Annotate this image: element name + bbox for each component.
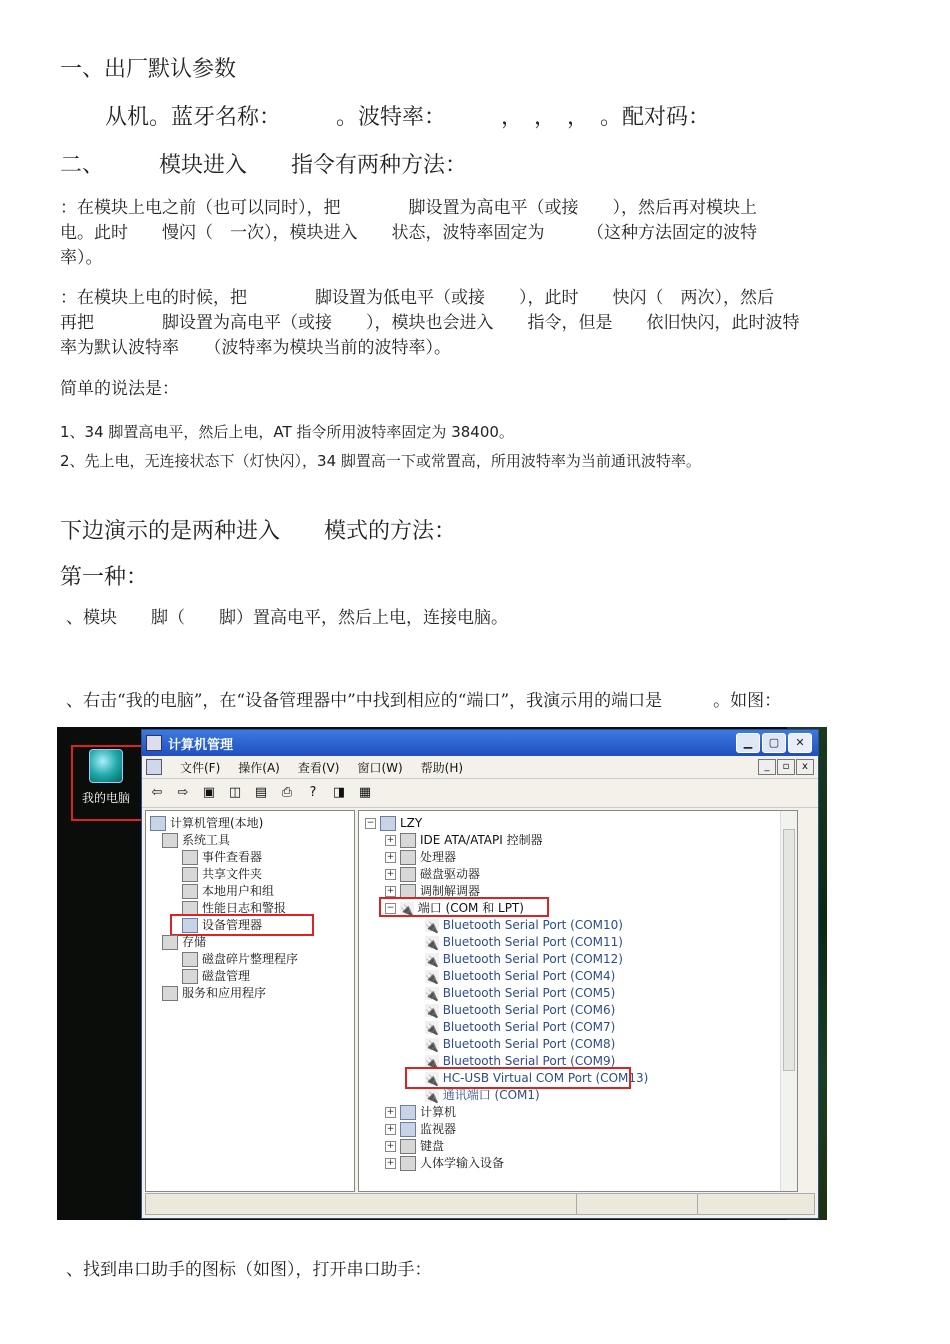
desktop-icon-label: 我的电脑 [81,791,130,805]
summary-item-2: 2、先上电，无连接状态下（灯快闪），34 脚置高一下或常置高，所用波特率为当前通讯波特率。 [60,452,701,470]
console-tree-pane [145,810,355,1192]
properties-icon[interactable]: ▤ [254,785,268,800]
tree-item-root[interactable]: 计算机管理(本地) [150,815,263,832]
tree-item-perf-logs[interactable]: 性能日志和警报 [182,900,286,917]
scan-hardware-icon[interactable]: ▦ [358,785,372,800]
port-item-hc-usb[interactable]: 🔌 HC-USB Virtual COM Port (COM13) [425,1071,649,1087]
print-icon[interactable]: ⎙ [281,785,293,800]
simple-summary-label: 简单的说法是： [60,379,179,399]
toolbar [142,779,818,808]
console-icon[interactable]: ◨ [332,785,346,800]
port-item[interactable]: 🔌 Bluetooth Serial Port (COM9) [425,1054,616,1070]
device-hid[interactable]: + 人体学输入设备 [386,1156,505,1170]
forward-arrow-icon[interactable]: ⇨ [177,785,189,800]
summary-item-1: 1、34 脚置高电平，然后上电，AT 指令所用波特率固定为 38400。 [60,423,514,441]
show-tree-icon[interactable]: ◫ [228,785,242,800]
mdi-close-button[interactable]: x [796,759,814,775]
highlight-my-computer [71,745,147,821]
port-item[interactable]: 🔌 Bluetooth Serial Port (COM4) [425,969,616,985]
device-processor[interactable]: + 处理器 [386,850,457,864]
section-2-title: 二、 模块进入 指令有两种方法： [60,153,468,178]
menu-bar [142,756,818,779]
minimize-button[interactable]: ▁ [736,733,760,753]
highlight-ports-group [379,897,549,917]
device-ide[interactable]: + IDE ATA/ATAPI 控制器 [386,833,543,847]
demo-heading: 下边演示的是两种进入 模式的方法： [60,519,457,544]
device-manager-screenshot [57,727,827,1220]
maximize-button[interactable]: ▢ [762,733,786,753]
up-folder-icon[interactable]: ▣ [202,785,216,800]
menu-view[interactable]: 查看(V) [297,760,340,775]
first-method-heading: 第一种： [60,565,149,590]
computer-management-window [141,729,819,1219]
port-item[interactable]: 🔌 Bluetooth Serial Port (COM6) [425,1003,616,1019]
tree-item-defrag[interactable]: 磁盘碎片整理程序 [182,951,298,968]
back-arrow-icon[interactable]: ⇦ [151,785,163,800]
menu-action[interactable]: 操作(A) [238,760,280,775]
section-1-title: 一、出厂默认参数 [60,57,237,82]
port-item[interactable]: 🔌 Bluetooth Serial Port (COM7) [425,1020,616,1036]
vertical-scrollbar[interactable] [780,811,797,1191]
tree-item-shared-folders[interactable]: 共享文件夹 [182,866,262,883]
step-1-text: 、模块 脚（ 脚）置高电平，然后上电，连接电脑。 [66,608,508,628]
port-item-com1[interactable]: 🔌 通讯端口 (COM1) [425,1088,540,1104]
default-params-line: 从机。蓝牙名称： 。波特率： ， ， ， 。配对码： [105,105,711,130]
window-title: 计算机管理 [168,737,234,753]
tree-item-local-users[interactable]: 本地用户和组 [182,883,274,900]
menu-file[interactable]: 文件(F) [180,760,221,775]
scrollbar-thumb[interactable] [783,829,795,1071]
mdi-minimize-button[interactable]: _ [758,759,776,775]
device-monitors[interactable]: + 监视器 [386,1122,457,1136]
device-computer[interactable]: + 计算机 [386,1105,457,1119]
help-icon[interactable]: ? [309,785,317,800]
tree-item-storage[interactable]: 存储 [162,934,206,951]
method-2-paragraph: ：在模块上电的时候，把 脚设置为低电平（或接 ），此时 快闪（ 两次），然后 再把 脚设置为高电平（或接 ），模块也会进入 指令，但是 依旧快闪，此时波特 率为默认波特率 （波特率为模块当前的波特率）。 [60,288,800,358]
port-item[interactable]: 🔌 Bluetooth Serial Port (COM5) [425,986,616,1002]
tree-item-device-manager[interactable]: 设备管理器 [182,917,262,934]
status-bar [145,1193,815,1215]
port-item[interactable]: 🔌 Bluetooth Serial Port (COM11) [425,935,623,951]
close-button[interactable]: ✕ [788,733,812,753]
menu-help[interactable]: 帮助(H) [420,760,464,775]
tree-item-system-tools[interactable]: 系统工具 [162,832,230,849]
tree-item-disk-management[interactable]: 磁盘管理 [182,968,250,985]
highlight-hc-usb-port [405,1067,631,1089]
step-2-text: 、右击“我的电脑”，在“设备管理器中”中找到相应的“端口”，我演示用的端口是 。如图： [66,691,782,711]
menu-app-icon [146,759,162,775]
port-item[interactable]: 🔌 Bluetooth Serial Port (COM12) [425,952,623,968]
tree-item-event-viewer[interactable]: 事件查看器 [182,849,262,866]
device-modems[interactable]: + 调制解调器 [386,884,481,898]
app-icon [146,735,162,751]
tree-item-services[interactable]: 服务和应用程序 [162,985,266,1002]
device-disk-drives[interactable]: + 磁盘驱动器 [386,867,481,881]
highlight-device-manager [170,914,314,936]
window-titlebar [142,730,818,756]
mdi-restore-button[interactable]: ▫ [777,759,795,775]
step-3-text: 、找到串口助手的图标（如图），打开串口助手： [66,1260,432,1280]
device-list-pane [358,810,798,1192]
device-keyboards[interactable]: + 键盘 [386,1139,445,1153]
menu-window[interactable]: 窗口(W) [357,760,403,775]
device-root[interactable]: − LZY [366,816,423,830]
method-1-paragraph: ：在模块上电之前（也可以同时），把 脚设置为高电平（或接 ），然后再对模块上 电。此时 慢闪（ 一次），模块进入 状态，波特率固定为 （这种方法固定的波特 率）。 [60,198,757,268]
device-ports-group[interactable]: − 🔌 端口 (COM 和 LPT) [386,901,524,917]
port-item[interactable]: 🔌 Bluetooth Serial Port (COM8) [425,1037,616,1053]
port-item[interactable]: 🔌 Bluetooth Serial Port (COM10) [425,918,623,934]
